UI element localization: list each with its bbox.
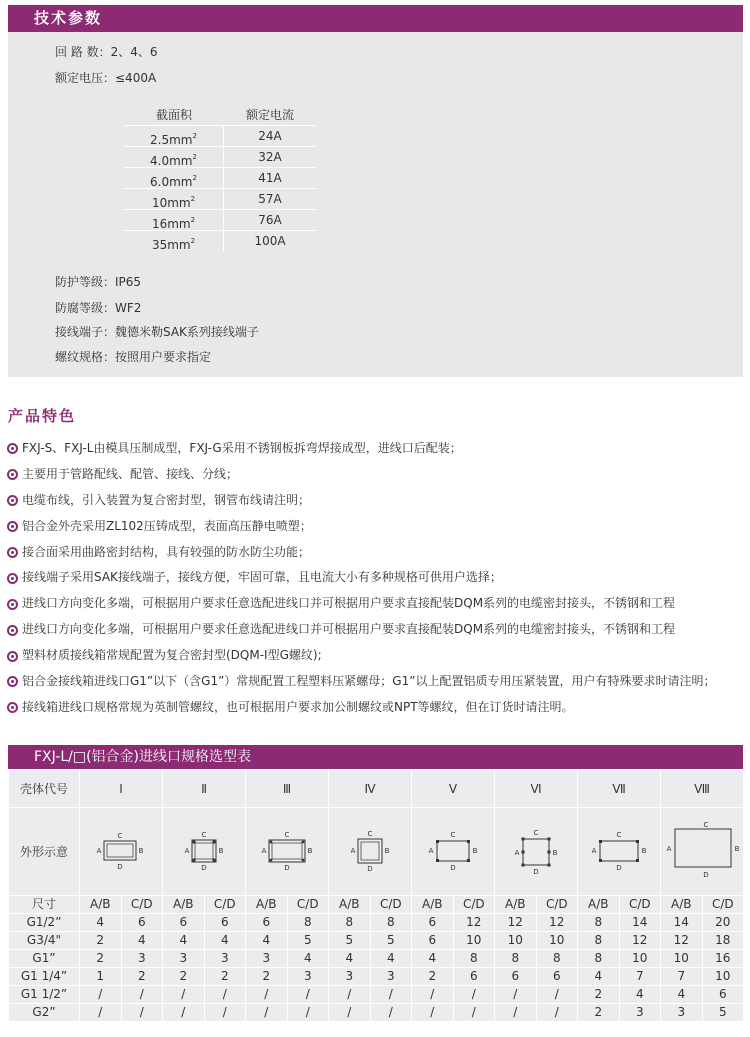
- table-cell: /: [329, 1004, 371, 1022]
- table-cell: /: [329, 986, 371, 1004]
- ab-header: A/B: [163, 896, 205, 914]
- table-cell: 4: [619, 986, 661, 1004]
- thread-size: G2”: [9, 1004, 80, 1022]
- box-diagram-icon: [506, 827, 566, 877]
- table-cell: /: [80, 1004, 122, 1022]
- shell-code: Ⅵ: [495, 770, 578, 808]
- cd-header: C/D: [536, 896, 578, 914]
- svg-text:B: B: [552, 848, 558, 857]
- cd-header: C/D: [453, 896, 495, 914]
- voltage-line: 额定电压：≤400A: [55, 71, 157, 85]
- cd-header: C/D: [619, 896, 661, 914]
- svg-text:B: B: [641, 846, 647, 855]
- svg-text:C: C: [450, 830, 456, 839]
- svg-text:A: A: [96, 846, 102, 855]
- corrosion-line: 防腐等级：WF2: [55, 301, 142, 315]
- table-cell: 2: [80, 932, 122, 950]
- table-cell: 6: [163, 914, 205, 932]
- thread-size: G1 1/4”: [9, 968, 80, 986]
- table-cell: 3: [121, 950, 163, 968]
- box-diagram-icon: [340, 827, 400, 877]
- table-row: [9, 968, 744, 986]
- feature-item: FXJ-S、FXJ-L由模具压制成型，FXJ-G采用不锈钢板拆弯焊接成型，进线口后配装；: [7, 436, 749, 462]
- circuits-line: 回 路 数：2、4、6: [55, 45, 158, 59]
- box-diagram-icon: [91, 827, 151, 877]
- cd-header: C/D: [702, 896, 744, 914]
- svg-text:C: C: [284, 830, 290, 839]
- table-cell: /: [80, 986, 122, 1004]
- table-cell: 4: [329, 950, 371, 968]
- terminal-line: 接线端子：魏德米勒SAK系列接线端子: [55, 325, 259, 339]
- table-cell: 20: [702, 914, 744, 932]
- ab-header: A/B: [495, 896, 537, 914]
- ab-header: A/B: [80, 896, 122, 914]
- table-cell: 14: [619, 914, 661, 932]
- table-cell: 8: [578, 932, 620, 950]
- table-cell: 5: [370, 932, 412, 950]
- table-cell: 4: [246, 932, 288, 950]
- svg-text:A: A: [184, 846, 190, 855]
- shape-cell: [163, 808, 246, 896]
- bullet-icon: [7, 702, 18, 713]
- table-cell: 4: [370, 950, 412, 968]
- bullet-icon: [7, 443, 18, 454]
- table-cell: 10: [702, 968, 744, 986]
- cross-section-table: [124, 103, 316, 251]
- svg-text:D: D: [201, 863, 207, 872]
- table-cell: 3: [661, 1004, 703, 1022]
- feature-item: 接线箱进线口规格常规为英制管螺纹，也可根据用户要求加公制螺纹或NPT等螺纹，但在订货时请注明。: [7, 695, 749, 721]
- table-cell: /: [412, 1004, 454, 1022]
- table-cell: /: [370, 986, 412, 1004]
- bullet-icon: [7, 651, 18, 662]
- table-cell: /: [287, 1004, 329, 1022]
- bullet-icon: [7, 521, 18, 532]
- bullet-icon: [7, 625, 18, 636]
- feature-item: 接线端子采用SAK接线端子，接线方便，牢固可靠，且电流大小有多种规格可供用户选择；: [7, 565, 749, 591]
- table-cell: 8: [578, 950, 620, 968]
- table-cell: /: [453, 986, 495, 1004]
- table-cell: 12: [536, 914, 578, 932]
- svg-text:C: C: [533, 828, 539, 837]
- table-cell: 2: [578, 986, 620, 1004]
- svg-text:D: D: [284, 863, 290, 872]
- table-cell: 2: [80, 950, 122, 968]
- selection-table: [8, 769, 744, 1022]
- cs-row: [124, 188, 316, 209]
- ab-header: A/B: [246, 896, 288, 914]
- svg-text:B: B: [138, 846, 144, 855]
- bullet-icon: [7, 469, 18, 480]
- table-cell: /: [246, 986, 288, 1004]
- thread-size: G1”: [9, 950, 80, 968]
- shell-code: Ⅲ: [246, 770, 329, 808]
- table-cell: 5: [329, 932, 371, 950]
- feature-item: 电缆布线，引入装置为复合密封型，钢管布线请注明；: [7, 488, 749, 514]
- thread-size: G1 1/2”: [9, 986, 80, 1004]
- bullet-icon: [7, 676, 18, 687]
- svg-text:D: D: [616, 863, 622, 872]
- table-cell: /: [536, 986, 578, 1004]
- table-cell: 1: [80, 968, 122, 986]
- feature-item: 主要用于管路配线、配管、接线、分线；: [7, 462, 749, 488]
- table-cell: /: [495, 986, 537, 1004]
- table-cell: 2: [204, 968, 246, 986]
- feature-item: 接合面采用曲路密封结构，具有较强的防水防尘功能；: [7, 540, 749, 566]
- svg-text:D: D: [450, 863, 456, 872]
- cs-row: [124, 209, 316, 230]
- tech-params-panel: [8, 5, 743, 377]
- table-cell: /: [246, 1004, 288, 1022]
- table-cell: 3: [370, 968, 412, 986]
- table-cell: /: [370, 1004, 412, 1022]
- cs-area: $35mm^2$: [124, 231, 224, 252]
- table-cell: 3: [246, 950, 288, 968]
- cs-header: [124, 103, 316, 125]
- table-cell: /: [287, 986, 329, 1004]
- table-cell: 3: [619, 1004, 661, 1022]
- box-diagram-icon: [423, 827, 483, 877]
- table-cell: 3: [329, 968, 371, 986]
- table-cell: 2: [578, 1004, 620, 1022]
- table-cell: 2: [163, 968, 205, 986]
- svg-text:B: B: [218, 846, 224, 855]
- svg-text:D: D: [533, 867, 539, 876]
- table-cell: /: [163, 986, 205, 1004]
- table-cell: 6: [702, 986, 744, 1004]
- cs-row: [124, 230, 316, 251]
- ab-header: A/B: [412, 896, 454, 914]
- cd-header: C/D: [287, 896, 329, 914]
- shell-code: Ⅷ: [661, 770, 744, 808]
- cs-area: $2.5mm^2$: [124, 126, 224, 147]
- cs-current: 32A: [258, 149, 282, 164]
- table-cell: /: [412, 986, 454, 1004]
- cs-current: 100A: [254, 233, 286, 248]
- table-cell: 6: [412, 914, 454, 932]
- table-cell: 4: [287, 950, 329, 968]
- table-cell: 5: [287, 932, 329, 950]
- table-cell: 8: [578, 914, 620, 932]
- features-title: 产品特色: [8, 407, 77, 425]
- size-header-row: [9, 896, 744, 914]
- table-cell: 4: [204, 932, 246, 950]
- table-cell: 12: [453, 914, 495, 932]
- shape-cell: [495, 808, 578, 896]
- table-cell: 6: [495, 968, 537, 986]
- table-cell: 4: [80, 914, 122, 932]
- shape-row: [9, 808, 744, 896]
- bullet-icon: [7, 547, 18, 558]
- table-cell: 8: [287, 914, 329, 932]
- table-cell: 6: [536, 968, 578, 986]
- table-cell: 3: [287, 968, 329, 986]
- protection-line: 防护等级：IP65: [55, 275, 142, 289]
- table-cell: 8: [453, 950, 495, 968]
- table-cell: /: [121, 986, 163, 1004]
- cs-area: $10mm^2$: [124, 189, 224, 210]
- cd-header: C/D: [370, 896, 412, 914]
- cs-header-area: 截面积: [155, 107, 192, 122]
- svg-text:C: C: [367, 829, 373, 838]
- svg-text:A: A: [666, 844, 672, 853]
- svg-text:B: B: [472, 846, 478, 855]
- cs-header-current: 额定电流: [245, 107, 294, 122]
- table-cell: 16: [702, 950, 744, 968]
- cd-header: C/D: [121, 896, 163, 914]
- table-cell: 8: [495, 950, 537, 968]
- svg-text:A: A: [514, 848, 520, 857]
- table-row: [9, 950, 744, 968]
- thread-size: G3/4": [9, 932, 80, 950]
- svg-text:A: A: [261, 846, 267, 855]
- shell-code: Ⅶ: [578, 770, 661, 808]
- table-cell: 6: [453, 968, 495, 986]
- selection-table-title: FXJ-L/□(铝合金)进线口规格选型表: [8, 745, 743, 769]
- table-cell: 10: [453, 932, 495, 950]
- table-cell: 12: [619, 932, 661, 950]
- cs-current: 41A: [258, 170, 282, 185]
- table-cell: 2: [121, 968, 163, 986]
- table-cell: 3: [204, 950, 246, 968]
- shell-code: Ⅳ: [329, 770, 412, 808]
- ab-header: A/B: [329, 896, 371, 914]
- cs-row: [124, 125, 316, 146]
- shape-cell: [246, 808, 329, 896]
- table-cell: 8: [329, 914, 371, 932]
- table-cell: 4: [412, 950, 454, 968]
- shape-label: 外形示意: [9, 808, 80, 896]
- table-cell: /: [121, 1004, 163, 1022]
- shell-row: [9, 770, 744, 808]
- svg-text:C: C: [201, 830, 207, 839]
- feature-item: 塑料材质接线箱常规配置为复合密封型(DQM-I型G螺纹);: [7, 643, 749, 669]
- cs-current: 24A: [258, 128, 282, 143]
- shell-code: Ⅱ: [163, 770, 246, 808]
- table-cell: 6: [204, 914, 246, 932]
- box-diagram-icon: [589, 827, 649, 877]
- svg-text:B: B: [384, 846, 390, 855]
- cs-row: [124, 167, 316, 188]
- cd-header: C/D: [204, 896, 246, 914]
- shape-cell: [80, 808, 163, 896]
- cs-area: $16mm^2$: [124, 210, 224, 231]
- svg-text:A: A: [428, 846, 434, 855]
- table-cell: 14: [661, 914, 703, 932]
- table-cell: 18: [702, 932, 744, 950]
- shell-code: Ⅴ: [412, 770, 495, 808]
- table-cell: /: [204, 1004, 246, 1022]
- table-cell: /: [495, 1004, 537, 1022]
- table-cell: 5: [702, 1004, 744, 1022]
- table-row: [9, 986, 744, 1004]
- table-cell: 3: [163, 950, 205, 968]
- table-cell: 4: [121, 932, 163, 950]
- svg-text:C: C: [703, 820, 709, 829]
- bullet-icon: [7, 573, 18, 584]
- svg-text:B: B: [734, 844, 740, 853]
- ab-header: A/B: [578, 896, 620, 914]
- table-cell: 10: [536, 932, 578, 950]
- thread-size: G1/2”: [9, 914, 80, 932]
- table-cell: /: [536, 1004, 578, 1022]
- bullet-icon: [7, 599, 18, 610]
- table-row: [9, 914, 744, 932]
- table-cell: 7: [619, 968, 661, 986]
- table-cell: 10: [661, 950, 703, 968]
- table-cell: 8: [370, 914, 412, 932]
- cs-current: 57A: [258, 191, 282, 206]
- table-cell: 4: [163, 932, 205, 950]
- box-diagram-icon: [257, 827, 317, 877]
- thread-line: 螺纹规格：按照用户要求指定: [55, 350, 212, 364]
- shell-label: 壳体代号: [9, 770, 80, 808]
- svg-text:A: A: [350, 846, 356, 855]
- cs-area: $4.0mm^2$: [124, 147, 224, 168]
- shape-cell: [329, 808, 412, 896]
- table-cell: 7: [661, 968, 703, 986]
- svg-text:D: D: [703, 870, 709, 879]
- cs-area: $6.0mm^2$: [124, 168, 224, 189]
- feature-item: 铝合金接线箱进线口G1”以下（含G1”）常规配置工程塑料压紧螺母；G1”以上配置铝质专用压紧装置，用户有特殊要求时请注明；: [7, 669, 749, 695]
- table-cell: /: [453, 1004, 495, 1022]
- table-cell: 4: [661, 986, 703, 1004]
- table-cell: 4: [578, 968, 620, 986]
- table-cell: /: [204, 986, 246, 1004]
- table-cell: 10: [619, 950, 661, 968]
- table-cell: 2: [246, 968, 288, 986]
- cs-current: 76A: [258, 212, 282, 227]
- svg-text:C: C: [117, 831, 123, 840]
- cs-row: [124, 146, 316, 167]
- svg-text:A: A: [591, 846, 597, 855]
- feature-item: 进线口方向变化多端，可根据用户要求任意选配进线口并可根据用户要求直接配装DQM系列的电缆密封接头，不锈钢和工程: [7, 591, 749, 617]
- table-cell: 10: [495, 932, 537, 950]
- feature-item: 进线口方向变化多端，可根据用户要求任意选配进线口并可根据用户要求直接配装DQM系列的电缆密封接头，不锈钢和工程: [7, 617, 749, 643]
- feature-item: 铝合金外壳采用ZL102压铸成型，表面高压静电喷塑；: [7, 514, 749, 540]
- table-row: [9, 1004, 744, 1022]
- shape-cell: [412, 808, 495, 896]
- size-label: 尺寸: [9, 896, 80, 914]
- table-cell: /: [163, 1004, 205, 1022]
- box-diagram-icon: [662, 821, 742, 883]
- shape-cell: [661, 808, 744, 896]
- svg-text:D: D: [117, 862, 123, 871]
- shape-cell: [578, 808, 661, 896]
- table-cell: 8: [536, 950, 578, 968]
- ab-header: A/B: [661, 896, 703, 914]
- svg-text:D: D: [367, 864, 373, 873]
- shell-code: Ⅰ: [80, 770, 163, 808]
- box-diagram-icon: [174, 827, 234, 877]
- table-cell: 6: [121, 914, 163, 932]
- table-cell: 12: [495, 914, 537, 932]
- svg-text:C: C: [616, 830, 622, 839]
- table-row: [9, 932, 744, 950]
- features-list: [7, 436, 749, 721]
- table-cell: 2: [412, 968, 454, 986]
- table-cell: 12: [661, 932, 703, 950]
- bullet-icon: [7, 495, 18, 506]
- tech-params-title: 技术参数: [8, 5, 743, 32]
- table-cell: 6: [412, 932, 454, 950]
- table-cell: 6: [246, 914, 288, 932]
- svg-text:B: B: [307, 846, 313, 855]
